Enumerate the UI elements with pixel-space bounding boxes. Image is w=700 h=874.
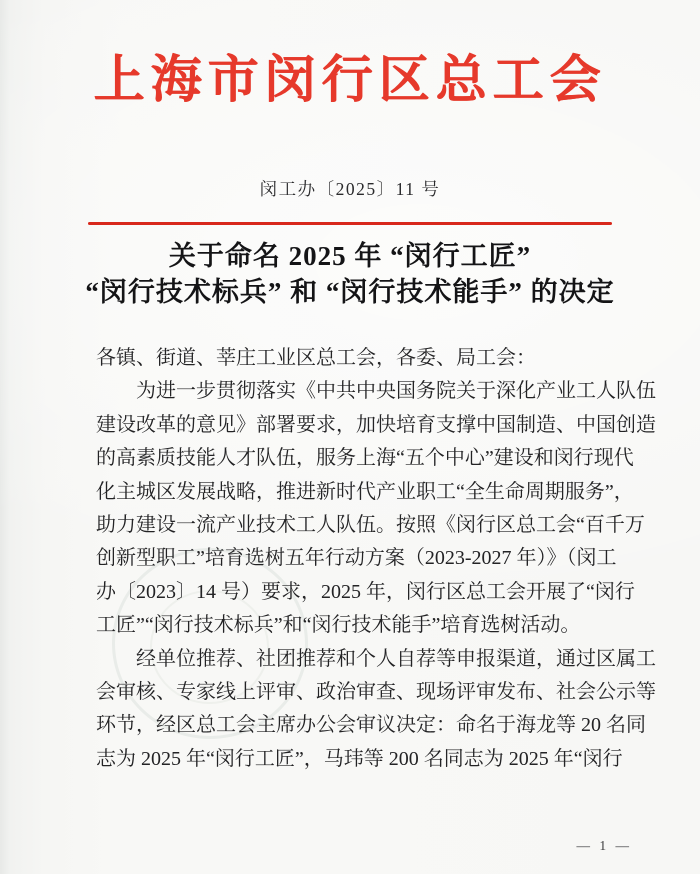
- body-line: 为进一步贯彻落实《中共中央国务院关于深化产业工人队伍: [136, 380, 656, 403]
- body-line: 助力建设一流产业技术工人队伍。按照《闵行区总工会“百千万: [96, 513, 645, 536]
- document-number: 闵工办〔2025〕11 号: [259, 179, 441, 199]
- document-title-line-1: 关于命名 2025 年 “闵行工匠”: [168, 241, 532, 271]
- body-line: 化主城区发展战略，推进新时代产业职工“全生命周期服务”，: [96, 480, 634, 503]
- body-line: 环节，经区总工会主席办公会审议决定：命名于海龙等 20 名同: [96, 714, 646, 737]
- letterhead-org-title: 上海市闵行区总工会: [93, 53, 607, 109]
- body-line: 工匠”“闵行技术标兵”和“闵行技术能手”培育选树活动。: [96, 614, 581, 637]
- body-line: 建设改革的意见》部署要求，加快培育支撑中国制造、中国创造: [96, 413, 656, 436]
- body-line: 的高素质技能人才队伍，服务上海“五个中心”建设和闵行现代: [96, 447, 634, 470]
- body-line: 志为 2025 年“闵行工匠”，马玮等 200 名同志为 2025 年“闵行: [96, 747, 623, 770]
- letterhead-divider-rule: [88, 222, 612, 225]
- document-title-line-2: “闵行技术标兵” 和 “闵行技术能手” 的决定: [85, 277, 615, 307]
- document-body: [96, 342, 656, 776]
- document-title: [40, 238, 660, 310]
- salutation-line: 各镇、街道、莘庄工业区总工会，各委、局工会：: [96, 347, 536, 369]
- body-line: 经单位推荐、社团推荐和个人自荐等申报渠道，通过区属工: [136, 647, 656, 670]
- body-line: 会审核、专家线上评审、政治审查、现场评审发布、社会公示等: [96, 680, 656, 703]
- page-number: — 1 —: [576, 838, 632, 853]
- body-line: 创新型职工”培育选树五年行动方案（2023-2027 年）》（闵工: [96, 547, 617, 570]
- body-line: 办〔2023〕14 号）要求，2025 年，闵行区总工会开展了“闵行: [96, 580, 635, 603]
